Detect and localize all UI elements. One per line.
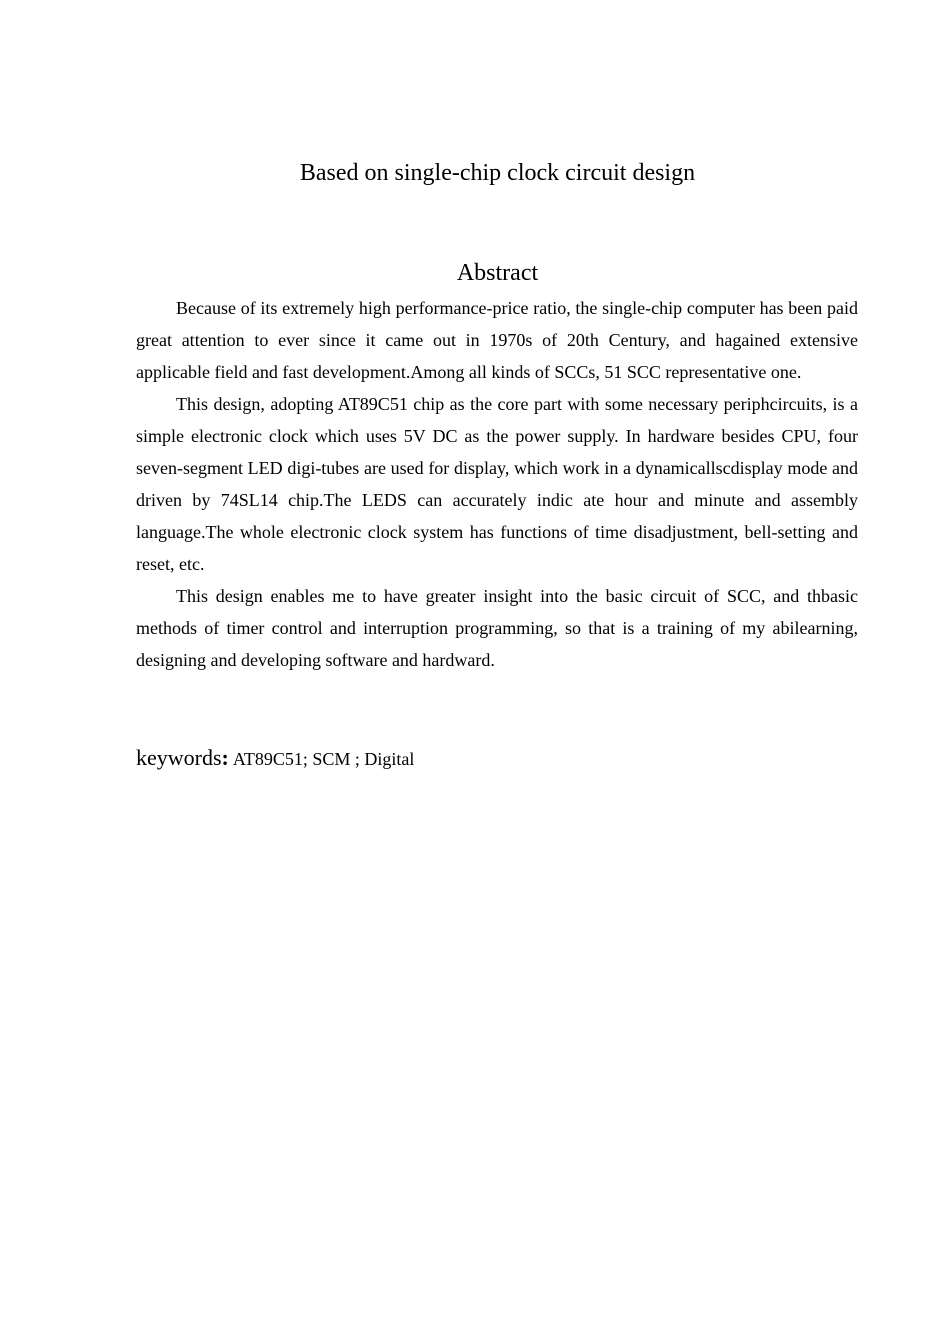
keywords-colon: :	[221, 745, 229, 770]
abstract-heading: Abstract	[456, 260, 539, 286]
abstract-paragraph-1: Because of its extremely high performance-price ratio, the single-chip computer has been paid great attention to ever since it came out in 1970s of 20th Century, and hagained extensive applicable field and fast development.Among all kinds of SCCs, 51 SCC representative one.	[136, 298, 858, 382]
abstract-paragraph-2: This design, adopting AT89C51 chip as the core part with some necessary periphcircuits, is a simple electronic clock which uses 5V DC as the power supply. In hardware besides CPU, four seven-segment LED digi-tubes are used for display, which work in a dynamicallscdisplay mode and driven by 74SL14 chip.The LEDS can accurately indic ate hour and minute and assembly language.The whole electronic clock system has functions of time disadjustment, bell-setting and reset, etc.	[136, 394, 858, 574]
abstract-paragraph-3: This design enables me to have greater insight into the basic circuit of SCC, and thbasic methods of timer control and interruption programming, so that is a training of my abilearning, designing and developing software and hardward.	[136, 586, 858, 670]
keywords-line	[136, 742, 858, 777]
document-title: Based on single-chip clock circuit design	[299, 160, 696, 186]
abstract-body	[136, 292, 858, 676]
keywords-list: AT89C51; SCM ; Digital	[232, 749, 415, 769]
keywords-label: keywords	[136, 745, 222, 770]
